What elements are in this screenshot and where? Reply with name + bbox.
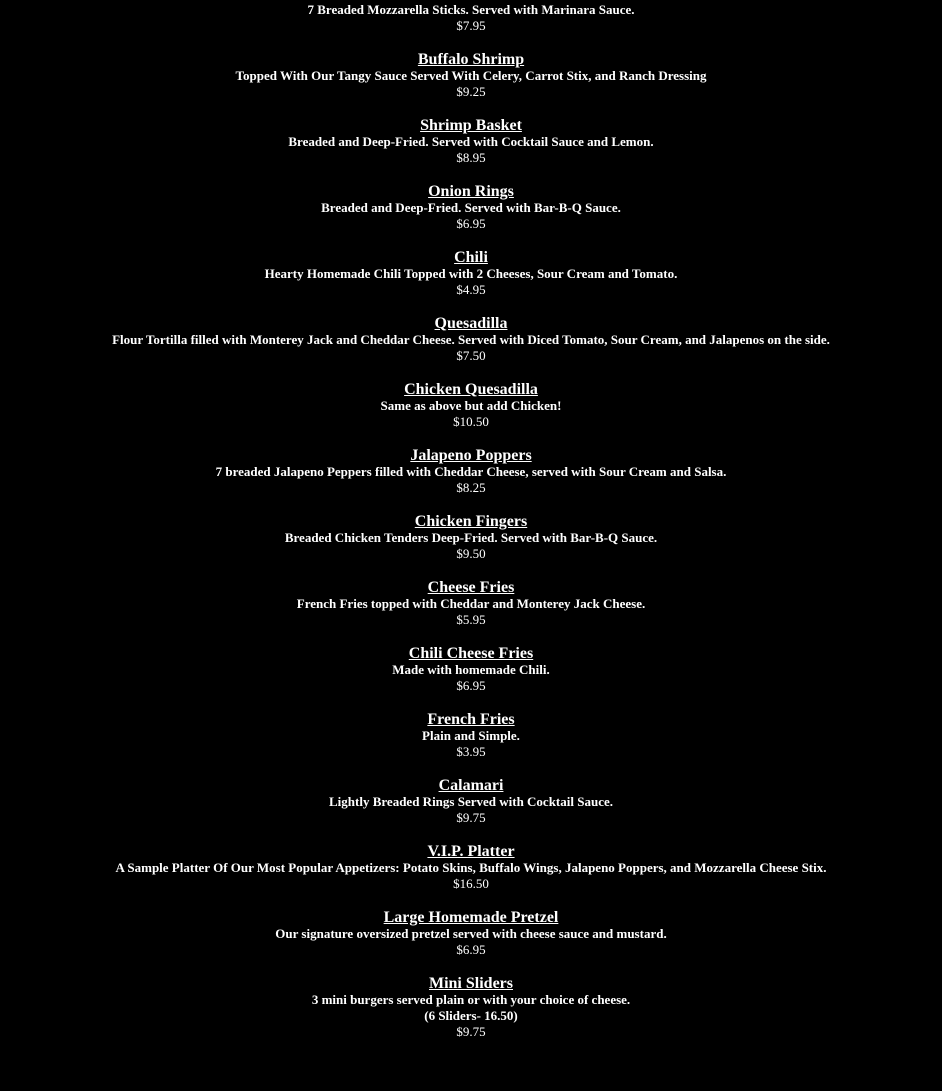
menu-item-buffalo-shrimp (0, 51, 942, 100)
menu-item-title: Chicken Fingers (414, 513, 528, 530)
menu-item-title: Chicken Quesadilla (404, 381, 538, 398)
menu-item-description: Breaded Chicken Tenders Deep-Fried. Served with Bar-B-Q Sauce. (284, 530, 658, 545)
menu-item-description: A Sample Platter Of Our Most Popular Appetizers: Potato Skins, Buffalo Wings, Jalapeno Poppers, and Mozzarella Cheese Stix. (115, 860, 827, 875)
menu-item-chili-cheese-fries (0, 645, 942, 694)
menu-item-title: Calamari (438, 777, 504, 794)
menu-item-quesadilla (0, 315, 942, 364)
menu-item-description: Made with homemade Chili. (392, 662, 550, 677)
menu-item-title: Chili Cheese Fries (408, 645, 534, 662)
mozzarella-sticks-price: $7.95 (456, 18, 486, 33)
menu-item-price: $8.25 (456, 480, 486, 495)
menu-item-price: $16.50 (453, 876, 489, 891)
menu-item-price: $3.95 (456, 744, 486, 759)
menu-item-description: Breaded and Deep-Fried. Served with Bar-B-Q Sauce. (321, 200, 621, 215)
menu-item-description: Same as above but add Chicken! (380, 398, 562, 413)
menu-item-price: $9.50 (456, 546, 486, 561)
menu-item-description: 7 breaded Jalapeno Peppers filled with Cheddar Cheese, served with Sour Cream and Salsa. (215, 464, 727, 479)
menu-item-description: Breaded and Deep-Fried. Served with Cocktail Sauce and Lemon. (288, 134, 654, 149)
menu-item-title: Jalapeno Poppers (410, 447, 532, 464)
menu-item-title: Large Homemade Pretzel (383, 909, 559, 926)
mozzarella-sticks-description: 7 Breaded Mozzarella Sticks. Served with Marinara Sauce. (307, 2, 635, 17)
menu-item-chicken-quesadilla (0, 381, 942, 430)
menu-item-title: Quesadilla (434, 315, 508, 332)
menu-item-title: Mini Sliders (428, 975, 513, 992)
menu-item-cheese-fries (0, 579, 942, 628)
menu-item-large-homemade-pretzel (0, 909, 942, 958)
menu-item-price: $9.75 (456, 1024, 486, 1039)
menu-item-price: $9.25 (456, 84, 486, 99)
menu-item-price: $10.50 (453, 414, 489, 429)
menu-item-description: Plain and Simple. (422, 728, 520, 743)
menu-item-price: $4.95 (456, 282, 486, 297)
menu-item-price: $6.95 (456, 942, 486, 957)
menu-item-description: Topped With Our Tangy Sauce Served With Celery, Carrot Stix, and Ranch Dressing (235, 68, 707, 83)
menu-item-price: $6.95 (456, 678, 486, 693)
menu-item-title: French Fries (427, 711, 515, 728)
menu-item-title: Buffalo Shrimp (417, 51, 525, 68)
menu-item-description: French Fries topped with Cheddar and Monterey Jack Cheese. (296, 596, 646, 611)
menu-item-note: (6 Sliders- 16.50) (424, 1008, 518, 1023)
menu-item-jalapeno-poppers (0, 447, 942, 496)
menu-item-title: Chili (454, 249, 488, 266)
menu-item-description: Flour Tortilla filled with Monterey Jack and Cheddar Cheese. Served with Diced Tomato, Sour Cream, and Jalapenos on the side. (112, 332, 830, 347)
menu-item-price: $8.95 (456, 150, 486, 165)
menu-item-description: 3 mini burgers served plain or with your choice of cheese. (311, 992, 631, 1007)
menu-item-shrimp-basket (0, 117, 942, 166)
menu-item-onion-rings (0, 183, 942, 232)
menu-item-vip-platter (0, 843, 942, 892)
menu-item-chicken-fingers (0, 513, 942, 562)
menu-item-french-fries (0, 711, 942, 760)
menu-item-mini-sliders (0, 975, 942, 1040)
menu-item-price: $7.50 (456, 348, 486, 363)
menu-item-title: Shrimp Basket (420, 117, 522, 134)
menu-item-title: Cheese Fries (427, 579, 515, 596)
menu-item-price: $5.95 (456, 612, 486, 627)
menu-item-price: $6.95 (456, 216, 486, 231)
menu-item-chili (0, 249, 942, 298)
menu-item-description: Our signature oversized pretzel served with cheese sauce and mustard. (275, 926, 667, 941)
menu-item-title: V.I.P. Platter (427, 843, 515, 860)
menu-item-description: Lightly Breaded Rings Served with Cocktail Sauce. (329, 794, 613, 809)
menu-item-price: $9.75 (456, 810, 486, 825)
menu-item-calamari (0, 777, 942, 826)
menu-item-description: Hearty Homemade Chili Topped with 2 Cheeses, Sour Cream and Tomato. (264, 266, 678, 281)
menu-item-title: Onion Rings (428, 183, 514, 200)
